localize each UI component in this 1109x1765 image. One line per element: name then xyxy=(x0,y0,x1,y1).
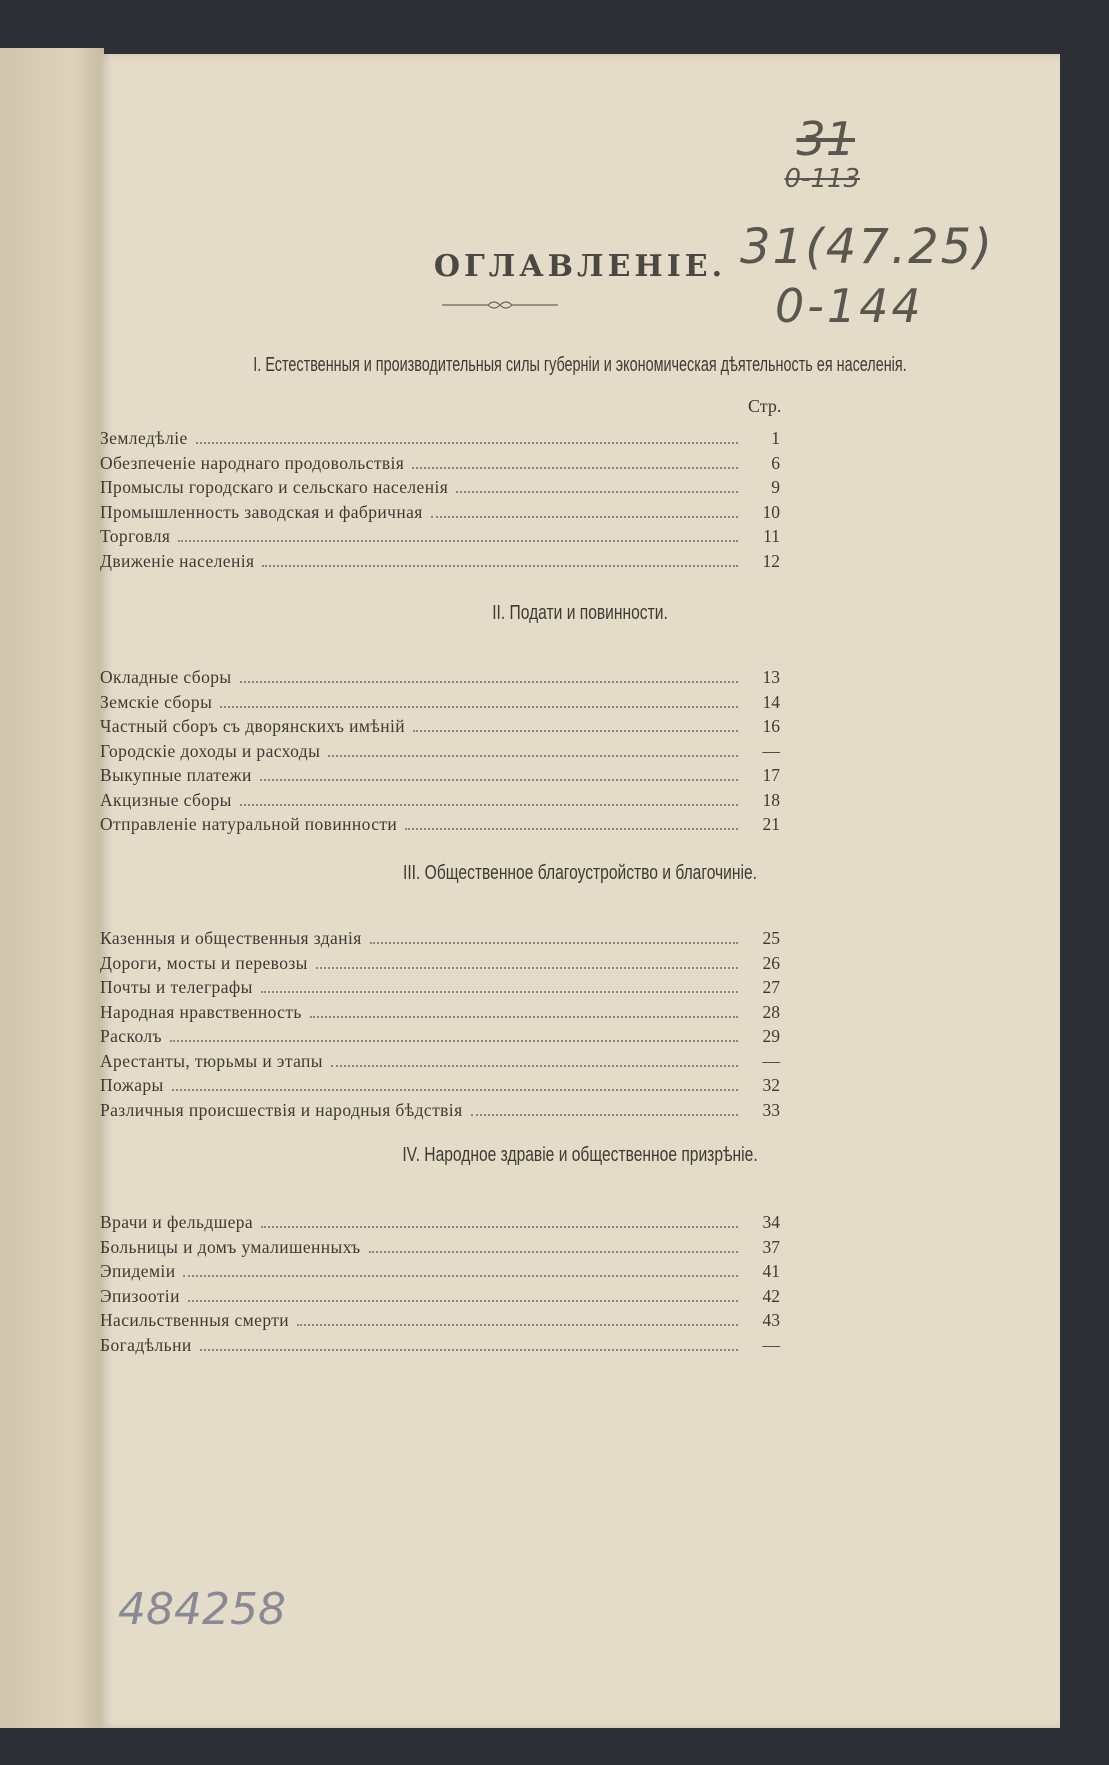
dot-leader xyxy=(328,743,738,757)
toc-entry xyxy=(100,690,780,715)
dot-leader xyxy=(316,955,738,969)
toc-entry-title: Выкупные платежи xyxy=(100,765,252,785)
toc-entry-title: Дороги, мосты и перевозы xyxy=(100,952,308,973)
toc-entry xyxy=(100,788,780,813)
toc-entry-title: Земскіе сборы xyxy=(100,691,213,712)
page-column-label: Стр. xyxy=(748,396,782,416)
toc-entry-page: 32 xyxy=(762,1075,780,1095)
dot-leader xyxy=(240,792,738,806)
dot-leader xyxy=(412,455,738,469)
toc-entry-page: — xyxy=(762,1334,780,1355)
toc-entry-title: Эпизоотіи xyxy=(100,1285,180,1306)
title-ornament-icon xyxy=(440,299,560,311)
toc-entry-title: Больницы и домъ умалишенныхъ xyxy=(100,1236,361,1257)
dot-leader xyxy=(297,1312,738,1326)
toc-entry xyxy=(100,1284,780,1309)
toc-section-1 xyxy=(100,426,780,573)
toc-entry-title: Окладные сборы xyxy=(100,667,232,687)
toc-entry xyxy=(100,1049,780,1074)
dot-leader xyxy=(331,1053,738,1067)
document-page xyxy=(100,54,1060,1728)
dot-leader xyxy=(370,930,738,944)
toc-entry-title: Арестанты, тюрьмы и этапы xyxy=(100,1050,323,1071)
toc-entry xyxy=(100,812,780,837)
toc-entry-title: Городскіе доходы и расходы xyxy=(100,740,321,761)
dot-leader xyxy=(178,528,738,542)
handwritten-top-number: 31 xyxy=(796,112,855,166)
toc-entry-page: — xyxy=(762,740,780,761)
toc-entry-page: 13 xyxy=(762,667,780,687)
toc-entry xyxy=(100,926,780,951)
toc-entry-title: Земледѣліе xyxy=(100,428,188,448)
toc-entry xyxy=(100,549,780,574)
toc-entry xyxy=(100,714,780,739)
toc-entry-title: Эпидеміи xyxy=(100,1261,176,1281)
dot-leader xyxy=(405,816,738,830)
toc-entry-title: Казенныя и общественныя зданія xyxy=(100,928,362,948)
toc-entry-page: 12 xyxy=(762,550,780,571)
section-heading-4: IV. Народное здравіе и общественное призрѣніе. xyxy=(402,1144,758,1166)
toc-entry xyxy=(100,426,780,451)
dot-leader xyxy=(188,1288,738,1302)
handwritten-call-code: 0-144 xyxy=(775,279,924,333)
handwritten-top-code: 0-113 xyxy=(784,164,860,194)
toc-entry-title: Движеніе населенія xyxy=(100,550,255,571)
toc-entry xyxy=(100,951,780,976)
toc-entry-page: 26 xyxy=(762,952,780,973)
toc-entry-title: Народная нравственность xyxy=(100,1001,302,1022)
toc-entry xyxy=(100,451,780,476)
toc-entry-page: 41 xyxy=(762,1261,780,1281)
toc-entry-page: 9 xyxy=(771,477,780,497)
toc-entry-title: Акцизные сборы xyxy=(100,789,232,810)
toc-entry xyxy=(100,1024,780,1049)
dot-leader xyxy=(431,504,738,518)
toc-entry-page: 27 xyxy=(762,977,780,997)
dot-leader xyxy=(456,479,738,493)
toc-entry xyxy=(100,665,780,690)
toc-entry xyxy=(100,524,780,549)
toc-entry xyxy=(100,1333,780,1358)
toc-entry xyxy=(100,739,780,764)
toc-entry-title: Пожары xyxy=(100,1075,164,1095)
toc-entry-title: Промыслы городскаго и сельскаго населенія xyxy=(100,477,449,497)
toc-entry xyxy=(100,1308,780,1333)
toc-entry xyxy=(100,975,780,1000)
toc-entry xyxy=(100,475,780,500)
toc-entry-page: 18 xyxy=(762,789,780,810)
dot-leader xyxy=(196,430,738,444)
toc-entry xyxy=(100,1259,780,1284)
dot-leader xyxy=(240,669,738,683)
toc-entry-page: 28 xyxy=(762,1001,780,1022)
toc-entry-page: — xyxy=(762,1050,780,1071)
toc-entry-page: 10 xyxy=(762,501,780,522)
toc-entry xyxy=(100,1235,780,1260)
toc-entry xyxy=(100,1210,780,1235)
dot-leader xyxy=(261,979,738,993)
toc-entry-title: Врачи и фельдшера xyxy=(100,1212,254,1232)
toc-entry-page: 1 xyxy=(771,428,780,448)
toc-entry-page: 34 xyxy=(762,1212,780,1232)
toc-section-3 xyxy=(100,926,780,1122)
toc-entry-page: 17 xyxy=(762,765,780,785)
dot-leader xyxy=(413,718,738,732)
toc-entry-title: Почты и телеграфы xyxy=(100,977,253,997)
toc-entry-page: 33 xyxy=(762,1099,780,1120)
dot-leader xyxy=(310,1004,738,1018)
toc-entry-page: 37 xyxy=(762,1236,780,1257)
toc-entry-title: Промышленность заводская и фабричная xyxy=(100,501,423,522)
toc-entry-page: 29 xyxy=(762,1026,780,1046)
dot-leader xyxy=(172,1077,738,1091)
dot-leader xyxy=(260,767,738,781)
toc-entry-page: 14 xyxy=(762,691,780,712)
dot-leader xyxy=(261,1214,738,1228)
toc-entry-title: Расколъ xyxy=(100,1026,162,1046)
toc-section-2 xyxy=(100,665,780,837)
toc-entry-title: Обезпеченіе народнаго продовольствія xyxy=(100,452,405,473)
toc-entry xyxy=(100,1073,780,1098)
page-title: ОГЛАВЛЕНІЕ. xyxy=(433,249,727,284)
toc-entry xyxy=(100,1098,780,1123)
toc-entry-title: Торговля xyxy=(100,526,171,546)
dot-leader xyxy=(200,1337,738,1351)
toc-entry-title: Богадѣльни xyxy=(100,1334,192,1355)
toc-section-4 xyxy=(100,1210,780,1357)
toc-entry-page: 43 xyxy=(762,1310,780,1330)
handwritten-call-number: 31(47.25) xyxy=(740,219,994,275)
toc-entry xyxy=(100,500,780,525)
toc-entry-page: 16 xyxy=(762,716,780,736)
section-heading-2: II. Подати и повинности. xyxy=(492,602,668,624)
dot-leader xyxy=(220,694,738,708)
dot-leader xyxy=(369,1239,738,1253)
toc-entry-title: Отправленіе натуральной повинности xyxy=(100,814,398,834)
toc-entry-page: 42 xyxy=(762,1285,780,1306)
toc-entry-title: Различныя происшествія и народныя бѣдствія xyxy=(100,1099,463,1120)
toc-entry-page: 25 xyxy=(762,928,780,948)
toc-entry-page: 6 xyxy=(771,452,780,473)
handwritten-inventory-number: 484258 xyxy=(118,1584,286,1635)
dot-leader xyxy=(262,553,738,567)
toc-entry-page: 11 xyxy=(763,526,780,546)
dot-leader xyxy=(170,1028,738,1042)
toc-entry-title: Насильственныя смерти xyxy=(100,1310,290,1330)
toc-entry-page: 21 xyxy=(762,814,780,834)
toc-entry-title: Частный сборъ съ дворянскихъ имѣній xyxy=(100,716,406,736)
section-heading-1: I. Естественныя и производительныя силы губерніи и экономическая дѣятельность ея населенія. xyxy=(253,354,907,376)
dot-leader xyxy=(471,1102,738,1116)
dot-leader xyxy=(183,1263,738,1277)
left-facing-page-edge xyxy=(0,48,104,1728)
section-heading-3: III. Общественное благоустройство и благочиніе. xyxy=(403,862,757,884)
toc-entry xyxy=(100,763,780,788)
toc-entry xyxy=(100,1000,780,1025)
